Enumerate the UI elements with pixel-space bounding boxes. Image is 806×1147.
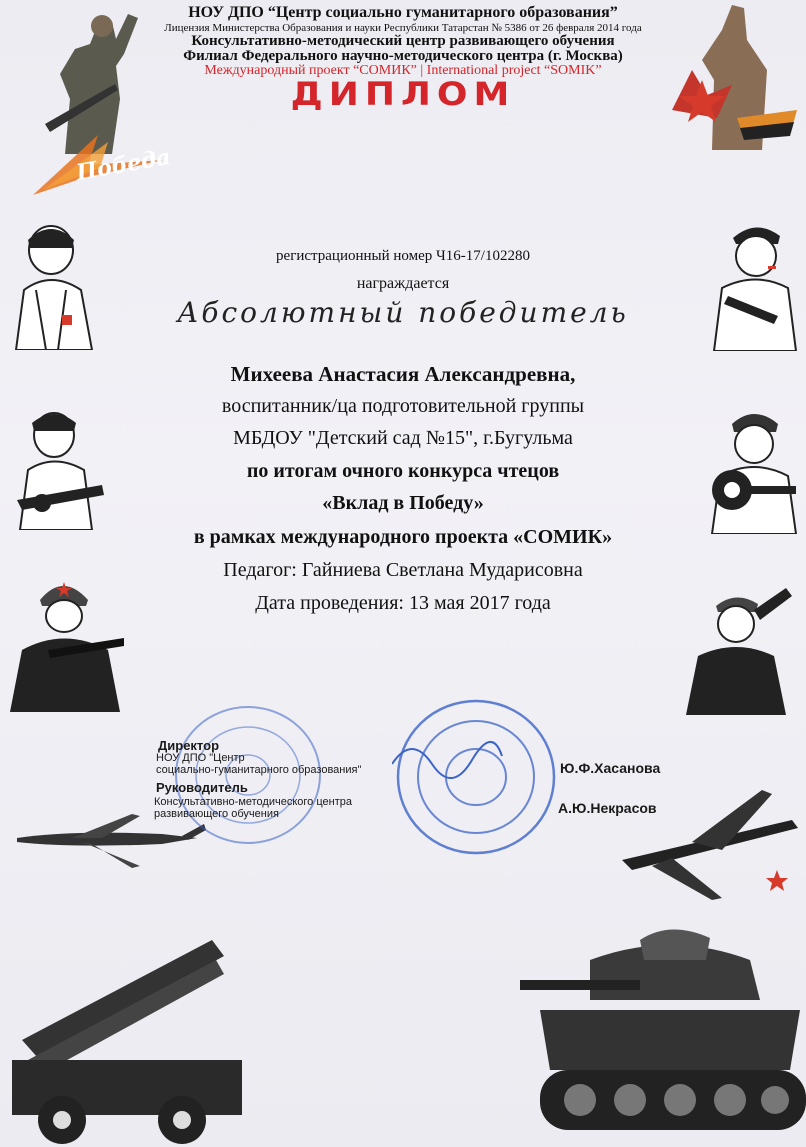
institution: МБДОУ "Детский сад №15", г.Бугульма [233, 427, 573, 449]
contest-name: «Вклад в Победу» [322, 492, 484, 514]
director-org-line-1: НОУ ДПО "Центр [156, 752, 245, 764]
teacher-line: Педагог: Гайниева Светлана Мударисовна [223, 559, 583, 581]
round-stamp-right [392, 694, 560, 860]
registration-number: регистрационный номер Ч16-17/102280 [276, 248, 530, 264]
diploma-title: ДИПЛОМ [290, 76, 516, 113]
katyusha-truck-illustration [2, 920, 262, 1147]
awarded-label: награждается [356, 275, 450, 292]
header-project: Международный проект “СОМИК” | International project “SOMIK” [204, 63, 602, 78]
head-title: Руководитель [156, 780, 248, 795]
recipient-name: Михеева Анастасия Александревна, [230, 362, 576, 386]
handwritten-award: Абсолютный победитель [177, 296, 629, 329]
pobeda-logo-text: Победа [74, 143, 173, 187]
head-org-line-2: развивающего обучения [154, 808, 279, 820]
header-license: Лицензия Министерства Образования и науки Республики Татарстан № 5386 от 26 февраля 2014 года [164, 22, 642, 34]
header-branch: Филиал Федерального научно-методического центра (г. Москва) [183, 48, 623, 64]
header-org: НОУ ДПО “Центр социально гуманитарного образования” [188, 4, 618, 21]
tank-illustration [520, 920, 806, 1147]
date-line: Дата проведения: 13 мая 2017 года [255, 592, 551, 614]
head-name: А.Ю.Некрасов [558, 800, 657, 816]
header-center: Консультативно-методический центр развивающего обучения [191, 33, 615, 49]
contest-results: по итогам очного конкурса чтецов [246, 460, 560, 482]
head-org-line-1: Консультативно-методического центра [154, 796, 352, 808]
recipient-role: воспитанник/ца подготовительной группы [221, 395, 585, 417]
director-name: Ю.Ф.Хасанова [560, 760, 661, 776]
director-org-line-2: социально-гуманитарного образования" [156, 764, 362, 776]
pobeda-logo [28, 130, 173, 200]
project-line: в рамках международного проекта «СОМИК» [193, 526, 613, 548]
bomber-plane-illustration [612, 780, 804, 900]
director-title: Директор [158, 738, 220, 753]
